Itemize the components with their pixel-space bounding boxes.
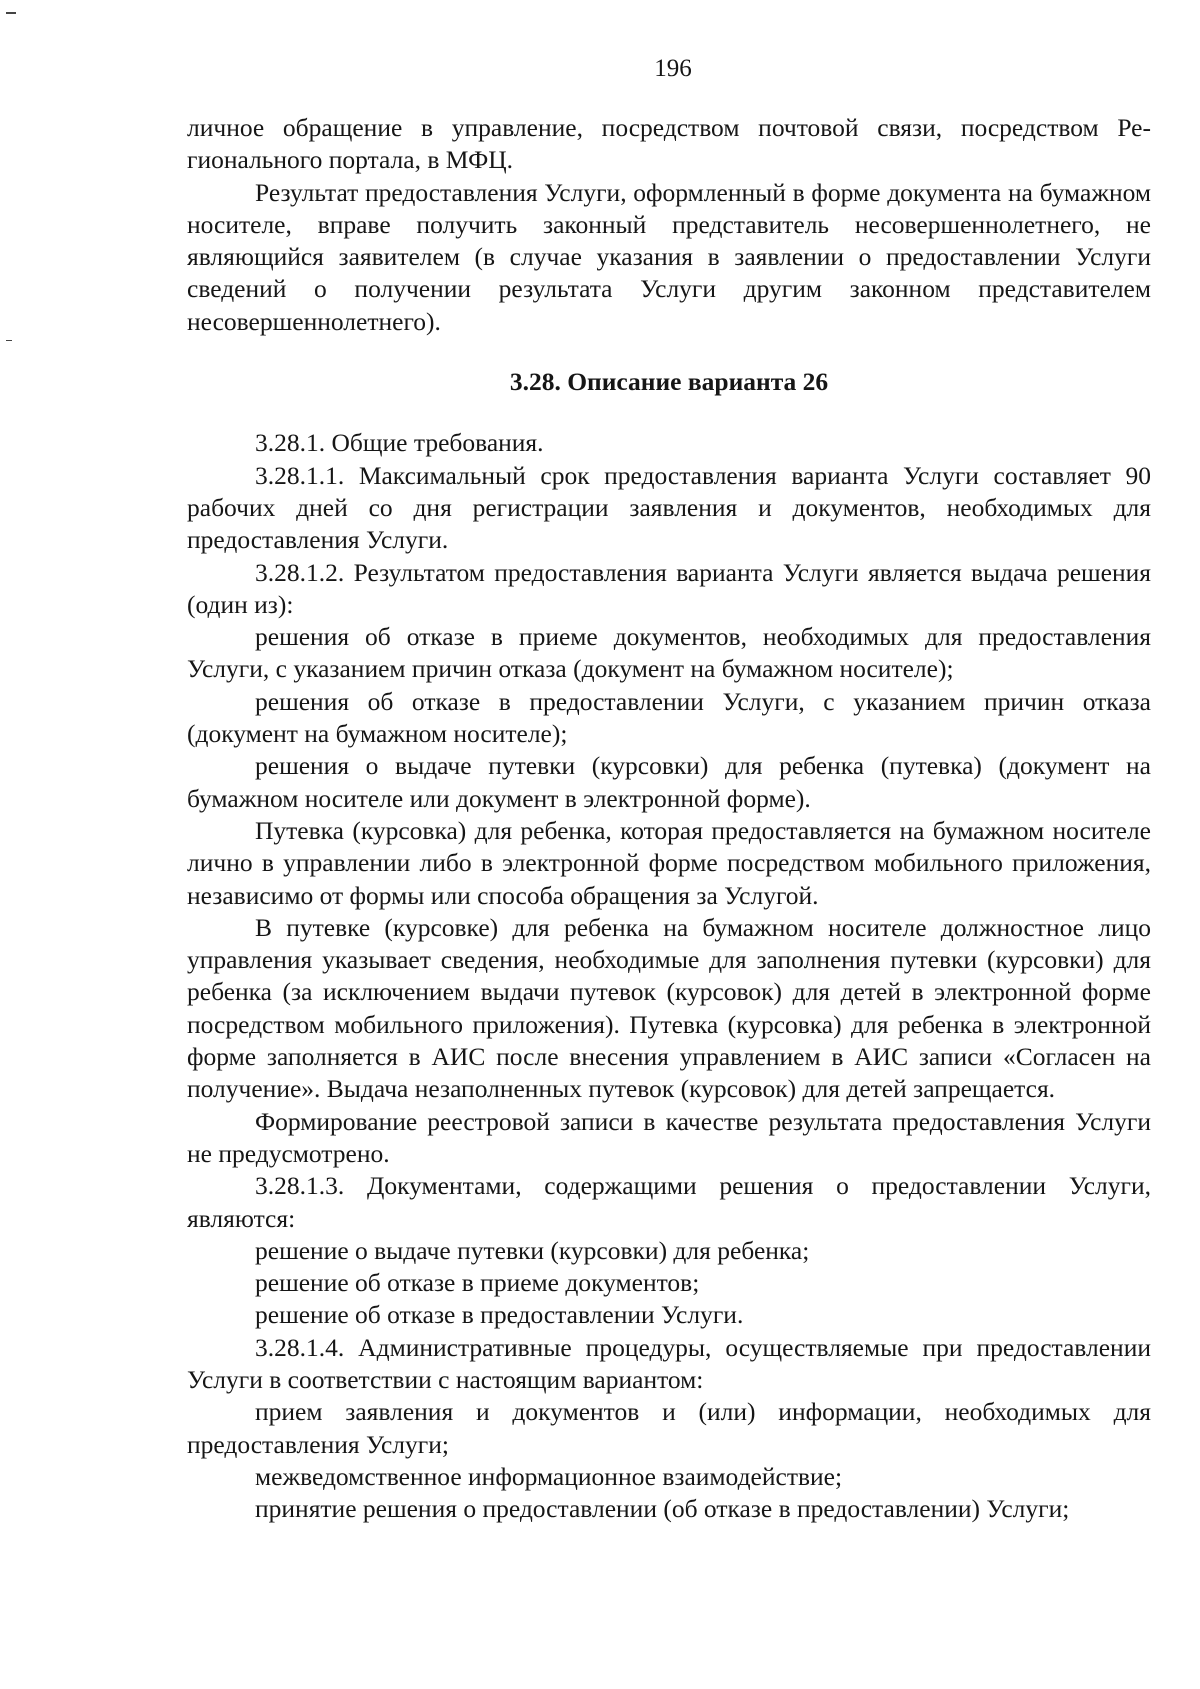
paragraph: 3.28.1.2. Результатом предоставления варианта Услуги является выдача решения (один из): [187, 557, 1151, 619]
paragraph: Формирование реестровой записи в качестве результата предоставления Услуги не предусмотрено. [187, 1106, 1151, 1168]
list-item: решение об отказе в предоставлении Услуги. [255, 1300, 744, 1330]
paragraph: 3.28.1. Общие требования. [255, 428, 544, 458]
paragraph: 3.28.1.3. Документами, содержащими решения о предоставлении Услуги, являются: [187, 1171, 1151, 1233]
list-item: решения об отказе в предоставлении Услуги, с указанием причин отказа (документ на бумажном носителе); [187, 686, 1151, 749]
list-item: прием заявления и документов и (или) информации, необходимых для предоставления Услуги; [187, 1397, 1151, 1459]
paragraph: Путевка (курсовка) для ребенка, которая предоставляется на бумажном носителе лично в управлении либо в электронной форме посредством мобильного приложения, независимо от формы или способа обращения за Услугой. [187, 815, 1151, 910]
section-heading: 3.28. Описание варианта 26 [509, 367, 829, 397]
document-body [187, 112, 1151, 1525]
paragraph: 3.28.1.1. Максимальный срок предоставления варианта Услуги составляет 90 рабочих дней со дня регистрации заявления и документов, необходимых для предоставления Услуги. [187, 460, 1151, 555]
list-item: межведомственное информационное взаимодействие; [255, 1461, 843, 1491]
list-item: решения об отказе в приеме документов, необходимых для предоставления Услуги, с указанием причин отказа (документ на бумажном носителе); [187, 622, 1151, 684]
list-item: решение о выдаче путевки (курсовки) для ребенка; [255, 1235, 810, 1265]
page-number: 196 [654, 55, 692, 82]
paragraph-continuation: личное обращение в управление, посредством почтовой связи, посредством Регионального портала, в МФЦ. [187, 113, 1151, 175]
paragraph: В путевке (курсовке) для ребенка на бумажном носителе должностное лицо управления указывает сведения, необходимые для заполнения путевки (курсовки) для ребенка (за исключением выдачи путевок (курсовок) для детей в электронной форме посредством мобильного приложения). Путевка (курсовка) для ребенка в электронной форме заполняется в АИС после внесения управлением в АИС записи «Согласен на получение». Выдача незаполненных путевок (курсовок) для детей запрещается. [187, 912, 1151, 1104]
list-item: решения о выдаче путевки (курсовки) для ребенка (путевка) (документ на бумажном носителе или документ в электронной форме). [187, 751, 1151, 813]
scan-edge-mark [6, 12, 16, 14]
list-item: решение об отказе в приеме документов; [255, 1268, 700, 1298]
paragraph: Результат предоставления Услуги, оформленный в форме документа на бумажном носителе, вправе получить законный представитель несовершеннолетнего, не являющийся заявителем (в случае указания в заявлении о предоставлении Услуги сведений о получении результата Услуги другим законном представителем несовершеннолетнего). [187, 177, 1151, 336]
scan-edge-mark [6, 340, 12, 341]
list-item: принятие решения о предоставлении (об отказе в предоставлении) Услуги; [255, 1494, 1070, 1524]
paragraph: 3.28.1.4. Административные процедуры, осуществляемые при предоставлении Услуги в соответствии с настоящим вариантом: [187, 1332, 1151, 1394]
